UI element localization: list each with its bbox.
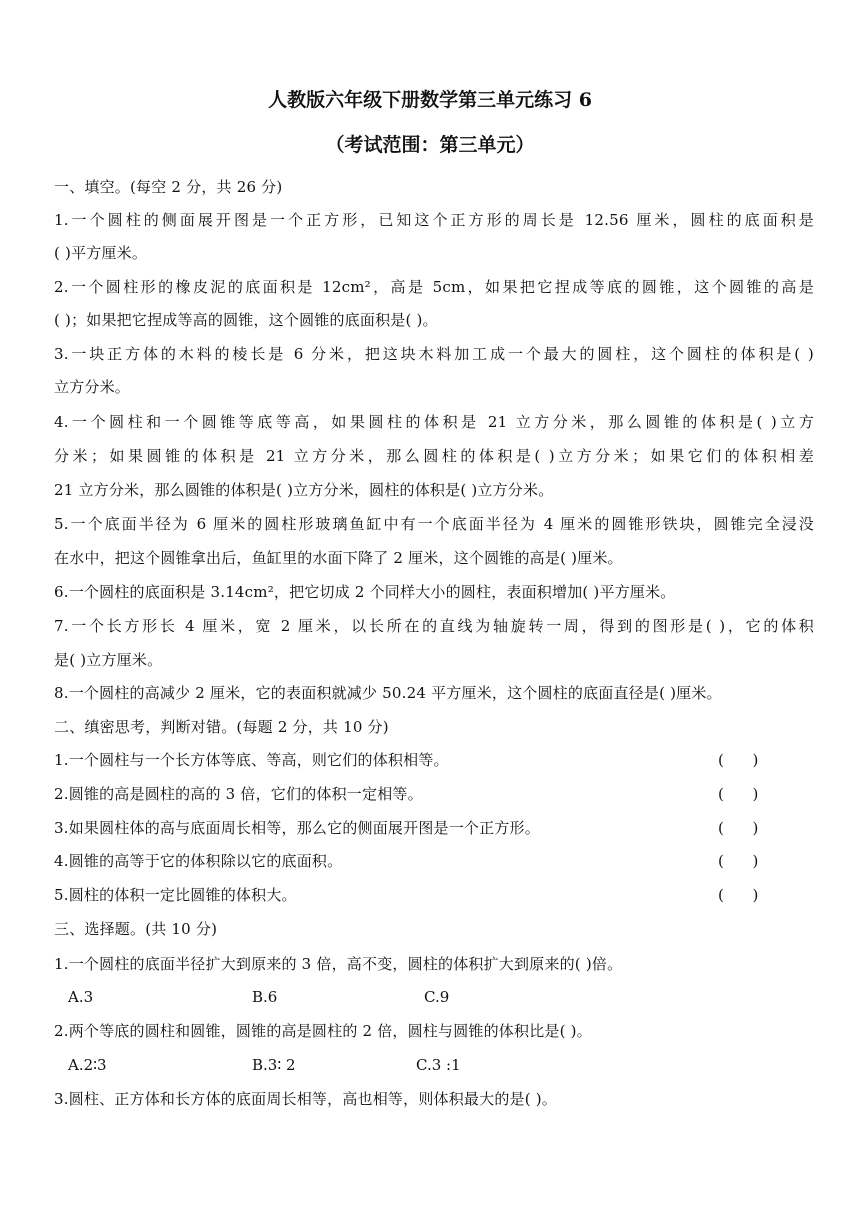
question-line: 7.一个长方形长 4 厘米，宽 2 厘米，以长所在的直线为轴旋转一周，得到的图形是( )，它的体积 (54, 617, 814, 635)
section3-heading: 三、选择题。(共 10 分) (54, 920, 218, 938)
judge-item: 5.圆柱的体积一定比圆锥的体积大。 (54, 886, 297, 904)
section2-heading: 二、缜密思考，判断对错。(每题 2 分，共 10 分) (54, 718, 389, 736)
answer-blank[interactable]: ( ) (718, 751, 759, 769)
choice-question: 3.圆柱、正方体和长方体的底面周长相等，高也相等，则体积最大的是( )。 (54, 1090, 557, 1108)
question-line: 2.一个圆柱形的橡皮泥的底面积是 12cm²，高是 5cm，如果把它捏成等底的圆锥，这个圆锥的高是 (54, 278, 814, 296)
choice-option-b[interactable]: B.3∶ 2 (252, 1056, 296, 1074)
judge-item: 4.圆锥的高等于它的体积除以它的底面积。 (54, 852, 343, 870)
choice-question: 2.两个等底的圆柱和圆锥，圆锥的高是圆柱的 2 倍，圆柱与圆锥的体积比是( )。 (54, 1022, 592, 1040)
question-line: 6.一个圆柱的底面积是 3.14cm²，把它切成 2 个同样大小的圆柱，表面积增加( )平方厘米。 (54, 583, 676, 601)
choice-option-a[interactable]: A.3 (68, 988, 94, 1006)
question-line: ( )平方厘米。 (54, 244, 148, 262)
judge-item: 2.圆锥的高是圆柱的高的 3 倍，它们的体积一定相等。 (54, 785, 423, 803)
answer-blank[interactable]: ( ) (718, 819, 759, 837)
question-line: 是( )立方厘米。 (54, 651, 163, 669)
section1-heading: 一、填空。(每空 2 分，共 26 分) (54, 178, 283, 196)
answer-blank[interactable]: ( ) (718, 785, 759, 803)
question-line: 分米；如果圆锥的体积是 21 立方分米，那么圆柱的体积是( )立方分米；如果它们的体积相差 (54, 447, 814, 465)
question-line: 在水中，把这个圆锥拿出后，鱼缸里的水面下降了 2 厘米，这个圆锥的高是( )厘米。 (54, 549, 623, 567)
choice-question: 1.一个圆柱的底面半径扩大到原来的 3 倍，高不变，圆柱的体积扩大到原来的( )倍。 (54, 955, 623, 973)
answer-blank[interactable]: ( ) (718, 852, 759, 870)
question-line: 4.一个圆柱和一个圆锥等底等高，如果圆柱的体积是 21 立方分米，那么圆锥的体积是( )立方 (54, 413, 814, 431)
question-line: 8.一个圆柱的高减少 2 厘米，它的表面积就减少 50.24 平方厘米，这个圆柱的底面直径是( )厘米。 (54, 684, 722, 702)
question-line: 1.一个圆柱的侧面展开图是一个正方形，已知这个正方形的周长是 12.56 厘米，圆柱的底面积是 (54, 211, 814, 229)
page-subtitle: （考试范围：第三单元） (325, 134, 535, 156)
question-line: 立方分米。 (54, 378, 131, 396)
choice-option-c[interactable]: C.3 :1 (416, 1056, 461, 1074)
choice-option-c[interactable]: C.9 (424, 988, 450, 1006)
page-title: 人教版六年级下册数学第三单元练习 6 (268, 89, 592, 111)
question-line: 3.一块正方体的木料的棱长是 6 分米，把这块木料加工成一个最大的圆柱，这个圆柱的体积是( ) (54, 345, 814, 363)
answer-blank[interactable]: ( ) (718, 886, 759, 904)
question-line: 5.一个底面半径为 6 厘米的圆柱形玻璃鱼缸中有一个底面半径为 4 厘米的圆锥形铁块，圆锥完全浸没 (54, 515, 814, 533)
question-line: 21 立方分米，那么圆锥的体积是( )立方分米，圆柱的体积是( )立方分米。 (54, 481, 554, 499)
judge-item: 1.一个圆柱与一个长方体等底、等高，则它们的体积相等。 (54, 751, 449, 769)
judge-item: 3.如果圆柱体的高与底面周长相等，那么它的侧面展开图是一个正方形。 (54, 819, 540, 837)
choice-option-b[interactable]: B.6 (252, 988, 278, 1006)
question-line: ( )；如果把它捏成等高的圆锥，这个圆锥的底面积是( )。 (54, 311, 438, 329)
choice-option-a[interactable]: A.2∶3 (68, 1056, 107, 1074)
